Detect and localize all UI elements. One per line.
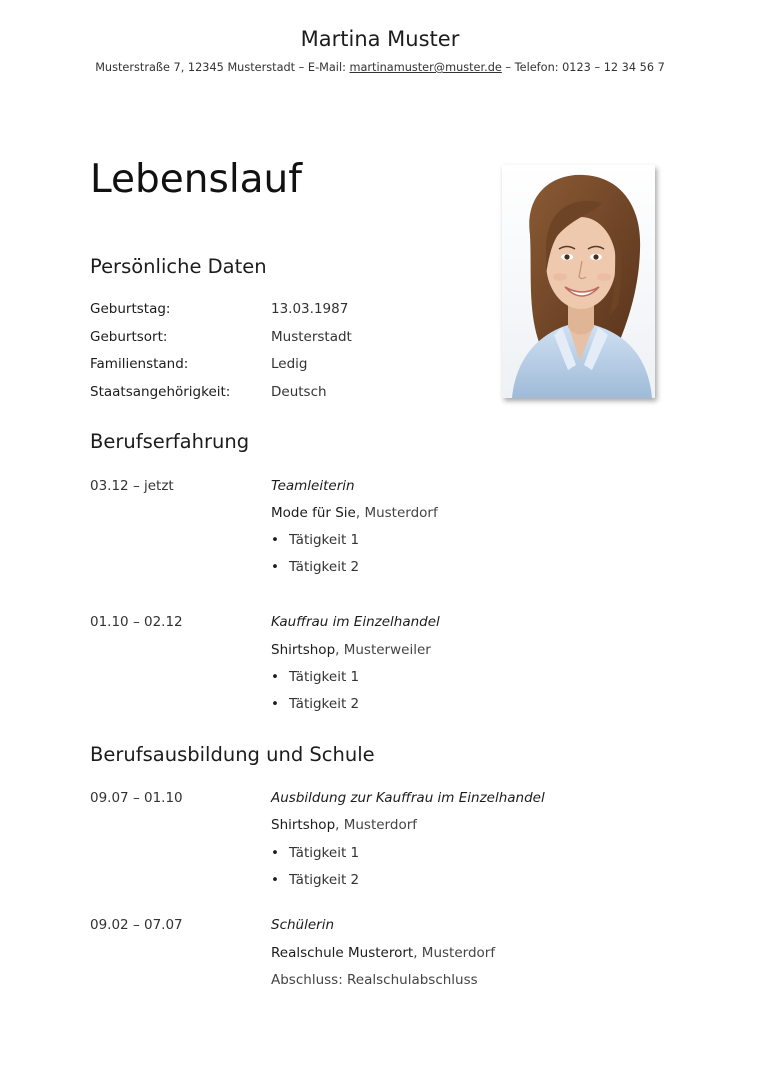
label-nationality: Staatsangehörigkeit: bbox=[90, 384, 231, 400]
education-1-company: Shirtshop bbox=[271, 817, 336, 833]
value-birthday: 13.03.1987 bbox=[271, 301, 349, 317]
experience-1-employer bbox=[271, 505, 438, 521]
experience-1-location: , Musterdorf bbox=[355, 505, 438, 521]
label-birthplace: Geburtsort: bbox=[90, 329, 168, 345]
experience-1-dates: 03.12 – jetzt bbox=[90, 478, 174, 494]
list-item bbox=[271, 872, 359, 888]
page-title: Lebenslauf bbox=[90, 157, 303, 202]
education-2-role: Schülerin bbox=[271, 917, 335, 933]
contact-line bbox=[0, 61, 760, 74]
list-item bbox=[271, 669, 359, 685]
email-link[interactable]: martinamuster@muster.de bbox=[349, 61, 502, 74]
education-2-location: , Musterdorf bbox=[413, 945, 496, 961]
experience-2-company: Shirtshop bbox=[271, 642, 336, 658]
bullet-icon: • bbox=[271, 669, 279, 685]
bullet-icon: • bbox=[271, 532, 279, 548]
experience-2-role: Kauffrau im Einzelhandel bbox=[271, 614, 440, 630]
education-2-dates: 09.02 – 07.07 bbox=[90, 917, 183, 933]
education-1-employer bbox=[271, 817, 417, 833]
bullet-icon: • bbox=[271, 872, 279, 888]
task-text: Tätigkeit 1 bbox=[289, 845, 360, 861]
contact-phone: – Telefon: 0123 – 12 34 56 7 bbox=[501, 61, 665, 74]
task-text: Tätigkeit 1 bbox=[289, 532, 360, 548]
experience-2-location: , Musterweiler bbox=[335, 642, 431, 658]
value-birthplace: Musterstadt bbox=[271, 329, 352, 345]
bullet-icon: • bbox=[271, 845, 279, 861]
list-item bbox=[271, 845, 359, 861]
education-1-location: , Musterdorf bbox=[335, 817, 418, 833]
task-text: Tätigkeit 2 bbox=[289, 872, 360, 888]
task-text: Tätigkeit 1 bbox=[289, 669, 360, 685]
list-item bbox=[271, 532, 359, 548]
task-text: Tätigkeit 2 bbox=[289, 559, 360, 575]
education-2-school: Realschule Musterort bbox=[271, 945, 414, 961]
education-1-dates: 09.07 – 01.10 bbox=[90, 790, 183, 806]
value-marital-status: Ledig bbox=[271, 356, 308, 372]
section-heading-education: Berufsausbildung und Schule bbox=[90, 743, 375, 766]
label-marital-status: Familienstand: bbox=[90, 356, 189, 372]
education-2-employer bbox=[271, 945, 495, 961]
experience-2-employer bbox=[271, 642, 431, 658]
list-item bbox=[271, 559, 359, 575]
experience-1-company: Mode für Sie bbox=[271, 505, 356, 521]
education-2-note: Abschluss: Realschulabschluss bbox=[271, 972, 478, 988]
applicant-photo bbox=[502, 165, 655, 398]
experience-2-dates: 01.10 – 02.12 bbox=[90, 614, 183, 630]
value-nationality: Deutsch bbox=[271, 384, 327, 400]
education-1-role: Ausbildung zur Kauffrau im Einzelhandel bbox=[271, 790, 545, 806]
task-text: Tätigkeit 2 bbox=[289, 696, 360, 712]
bullet-icon: • bbox=[271, 696, 279, 712]
contact-address: Musterstraße 7, 12345 Musterstadt – E-Mail: bbox=[95, 61, 350, 74]
label-birthday: Geburtstag: bbox=[90, 301, 171, 317]
list-item bbox=[271, 696, 359, 712]
applicant-name: Martina Muster bbox=[300, 27, 460, 51]
experience-1-role: Teamleiterin bbox=[271, 478, 355, 494]
bullet-icon: • bbox=[271, 559, 279, 575]
section-heading-experience: Berufserfahrung bbox=[90, 430, 250, 453]
section-heading-personal: Persönliche Daten bbox=[90, 255, 267, 278]
